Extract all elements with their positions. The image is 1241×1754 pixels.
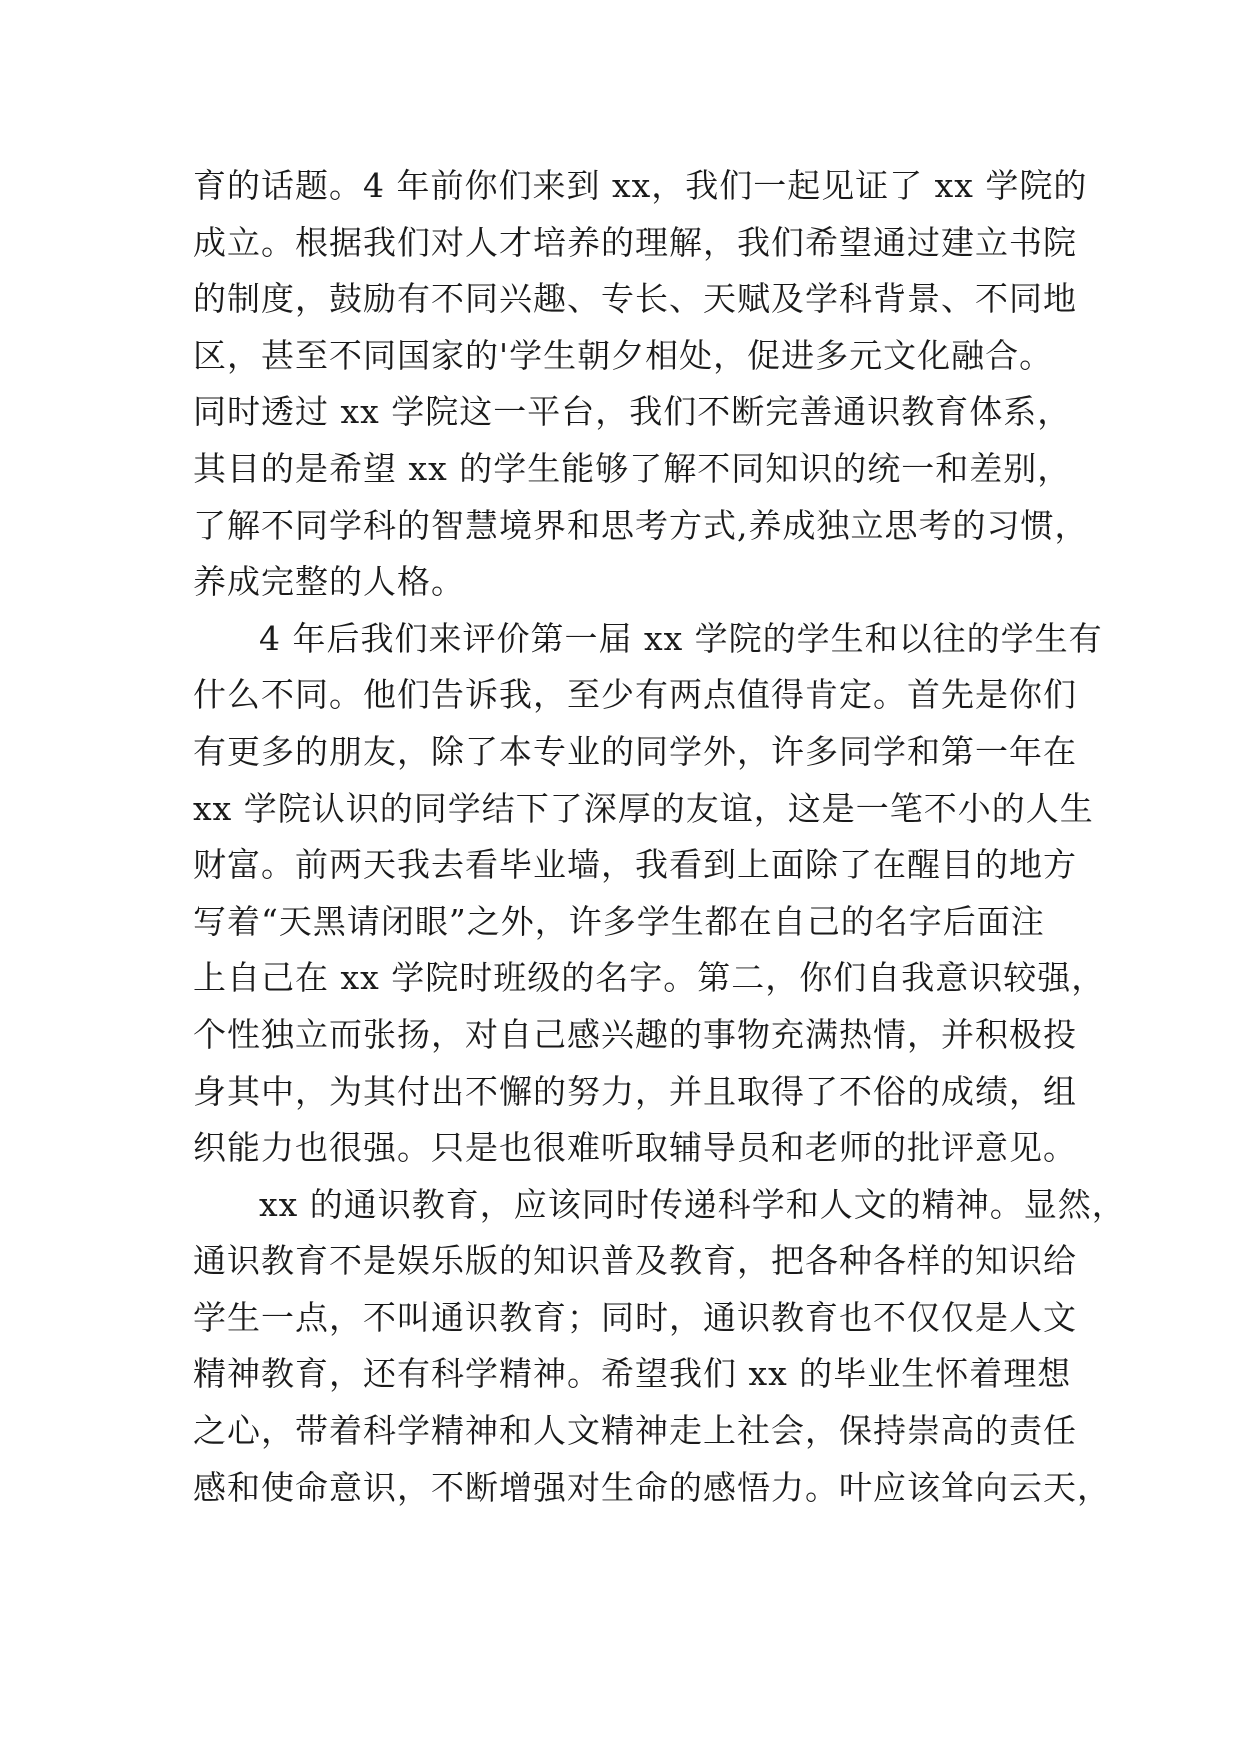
text-line: 个性独立而张扬，对自己感兴趣的事物充满热情，并积极投 xyxy=(193,1014,1077,1054)
text-line: 成立。根据我们对人才培养的理解，我们希望通过建立书院 xyxy=(193,222,1077,262)
text-line: 感和使命意识，不断增强对生命的感悟力。叶应该耸向云天， xyxy=(193,1467,1111,1507)
text-line: 织能力也很强。只是也很难听取辅导员和老师的批评意见。 xyxy=(193,1128,1077,1168)
paragraph-2 xyxy=(193,611,1106,1177)
text-line: 财富。前两天我去看毕业墙，我看到上面除了在醒目的地方 xyxy=(193,845,1077,885)
text-line: 之心，带着科学精神和人文精神走上社会，保持崇高的责任 xyxy=(193,1411,1077,1451)
text-line: 其目的是希望 xx 的学生能够了解不同知识的统一和差别， xyxy=(193,448,1072,488)
paragraph-3 xyxy=(193,1177,1126,1517)
text-line: xx 的通识教育，应该同时传递科学和人文的精神。显然， xyxy=(259,1184,1126,1224)
text-line: 育的话题。4 年前你们来到 xx，我们一起见证了 xx 学院的 xyxy=(193,166,1088,205)
text-line: 了解不同学科的智慧境界和思考方式,养成独立思考的习惯， xyxy=(193,505,1089,545)
text-line: 精神教育，还有科学精神。希望我们 xx 的毕业生怀着理想 xyxy=(193,1354,1072,1394)
paragraph-1 xyxy=(193,158,1089,611)
text-line: xx 学院认识的同学结下了深厚的友谊，这是一笔不小的人生 xyxy=(193,788,1094,828)
text-line: 学生一点，不叫通识教育；同时，通识教育也不仅仅是人文 xyxy=(193,1297,1077,1337)
text-line: 4 年后我们来评价第一届 xx 学院的学生和以往的学生有 xyxy=(259,618,1103,658)
text-line: 通识教育不是娱乐版的知识普及教育，把各种各样的知识给 xyxy=(193,1241,1077,1281)
document-body xyxy=(193,158,1126,1516)
text-line: 有更多的朋友，除了本专业的同学外，许多同学和第一年在 xyxy=(193,731,1077,771)
text-line: 写着“天黑请闭眼”之外，许多学生都在自己的名字后面注 xyxy=(193,901,1045,941)
text-line: 上自己在 xx 学院时班级的名字。第二，你们自我意识较强， xyxy=(193,958,1106,998)
text-line: 的制度，鼓励有不同兴趣、专长、天赋及学科背景、不同地 xyxy=(193,279,1077,319)
text-line: 养成完整的人格。 xyxy=(193,562,465,602)
text-line: 什么不同。他们告诉我，至少有两点值得肯定。首先是你们 xyxy=(193,675,1077,715)
text-line: 同时透过 xx 学院这一平台，我们不断完善通识教育体系， xyxy=(193,392,1072,432)
text-line: 身其中，为其付出不懈的努力，并且取得了不俗的成绩，组 xyxy=(193,1071,1077,1111)
text-line: 区，甚至不同国家的'学生朝夕相处，促进多元文化融合。 xyxy=(193,335,1054,375)
